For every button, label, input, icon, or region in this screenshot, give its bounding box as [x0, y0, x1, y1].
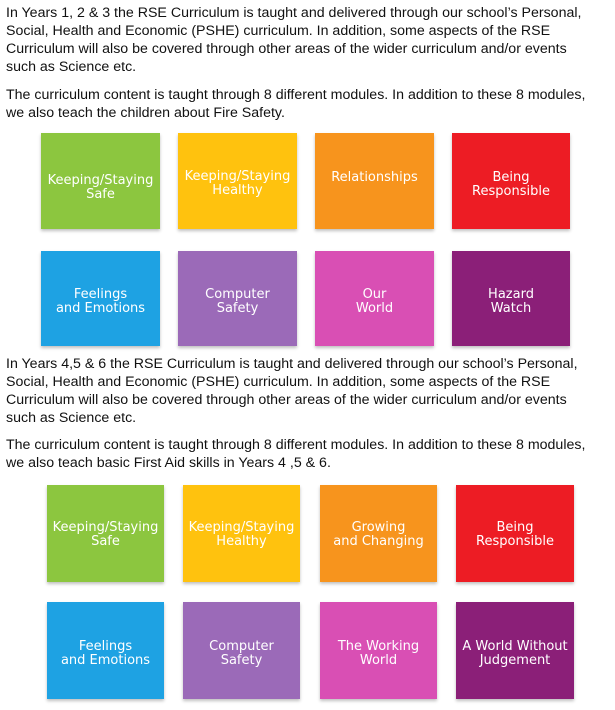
- module-tile-keeping-safe: [47, 485, 164, 582]
- module-tile-world-without-judgement: [456, 602, 574, 699]
- module-label: Growing and Changing: [333, 520, 424, 549]
- module-label: Feelings and Emotions: [55, 287, 146, 316]
- module-label: Relationships: [331, 170, 418, 185]
- module-label: Being Responsible: [476, 520, 554, 549]
- module-tile-feelings-emotions: [47, 602, 164, 699]
- module-label: The Working World: [337, 639, 420, 668]
- module-tile-being-responsible: [456, 485, 574, 582]
- module-tile-growing-changing: [320, 485, 437, 582]
- intro-paragraph-years-4-6: In Years 4,5 & 6 the RSE Curriculum is taught and delivered through our school’s Personal, Social, Health and Economic (PSHE) curriculum. In addition, some aspects of the RSE Curriculum will also be covered through other areas of the wider curriculum and/or events such as Science etc.: [6, 356, 578, 426]
- module-label: A World Without Judgement: [462, 639, 568, 668]
- module-label: Computer Safety: [209, 639, 274, 668]
- module-label: Feelings and Emotions: [60, 639, 151, 668]
- module-tile-working-world: [320, 602, 437, 699]
- module-label: Keeping/Staying Safe: [52, 520, 159, 549]
- module-label: Our World: [355, 287, 394, 316]
- module-label: Keeping/Staying Healthy: [188, 520, 295, 549]
- intro-paragraph-years-1-3: In Years 1, 2 & 3 the RSE Curriculum is taught and delivered through our school’s Personal, Social, Health and Economic (PSHE) curriculum. In addition, some aspects of the RSE Curriculum will also be covered through other areas of the wider curriculum and/or events such as Science etc.: [6, 5, 582, 75]
- module-tile-keeping-healthy: [183, 485, 300, 582]
- module-label: Being Responsible: [472, 170, 550, 199]
- modules-paragraph-years-1-3: The curriculum content is taught through 8 different modules. In addition to these 8 modules, we also teach the children about Fire Safety.: [6, 87, 586, 121]
- modules-paragraph-years-4-6: The curriculum content is taught through 8 different modules. In addition to these 8 modules, we also teach basic First Aid skills in Years 4 ,5 & 6.: [6, 437, 586, 471]
- module-label: Keeping/Staying Healthy: [184, 169, 291, 198]
- module-label: Keeping/Staying Safe: [47, 173, 154, 202]
- module-tile-computer-safety: [183, 602, 300, 699]
- module-label: Hazard Watch: [488, 287, 534, 316]
- module-label: Computer Safety: [205, 287, 270, 316]
